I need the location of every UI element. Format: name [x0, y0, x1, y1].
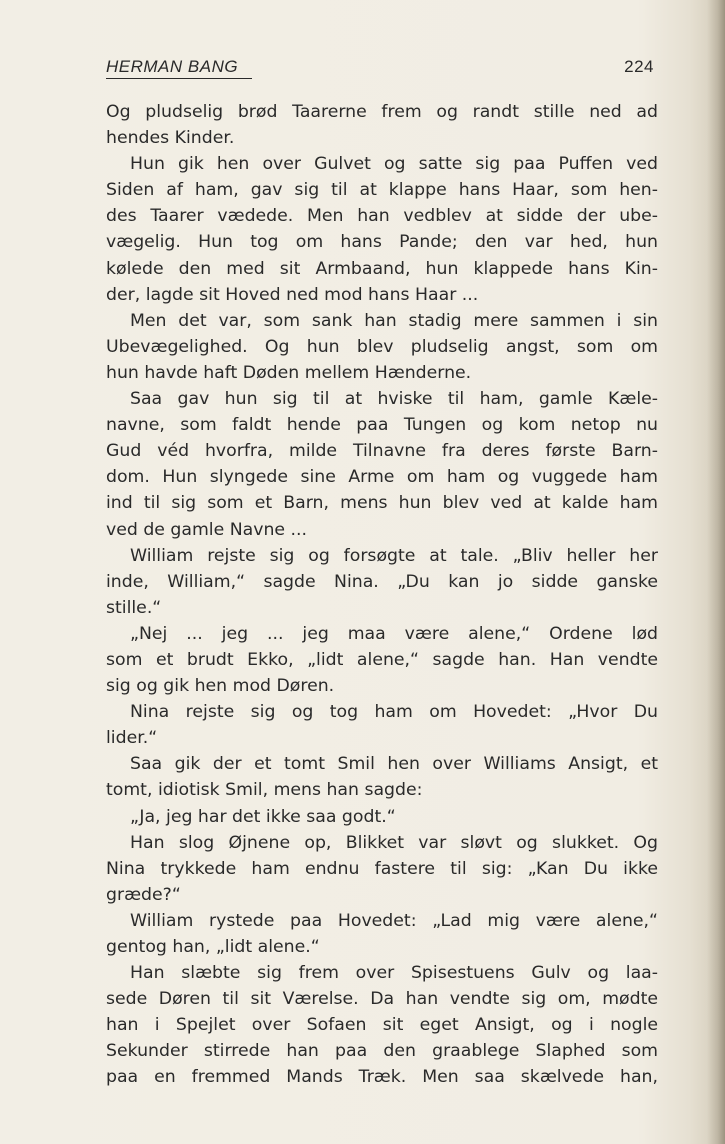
text-line: Sekunder stirrede han paa den graablege Slaphed som	[106, 1041, 658, 1062]
running-header-author: HERMAN BANG	[106, 56, 252, 79]
text-line: Siden af ham, gav sig til at klappe hans Haar, som hen-	[106, 180, 658, 201]
text-line: Han slæbte sig frem over Spisestuens Gulv og laa-	[130, 963, 658, 984]
text-line: Saa gav hun sig til at hviske til ham, gamle Kæle-	[130, 389, 658, 410]
running-header	[106, 56, 654, 82]
text-line: hendes Kinder.	[106, 128, 235, 149]
text-line: Gud véd hvorfra, milde Tilnavne fra deres første Barn-	[106, 441, 658, 462]
text-line: Men det var, som sank han stadig mere sammen i sin	[130, 310, 658, 331]
text-line: der, lagde sit Hoved ned mod hans Haar ...	[106, 284, 479, 305]
page-edge-shadow	[707, 0, 725, 1144]
text-line: Nina trykkede ham endnu fastere til sig: „Kan Du ikke	[106, 858, 658, 879]
text-line: Hun gik hen over Gulvet og satte sig paa Puffen ved	[130, 154, 658, 175]
text-line: han i Spejlet over Sofaen sit eget Ansigt, og i nogle	[106, 1015, 658, 1036]
text-line: vægelig. Hun tog om hans Pande; den var hed, hun	[106, 232, 658, 253]
text-line: Ubevægelighed. Og hun blev pludselig angst, som om	[106, 336, 658, 357]
text-line: som et brudt Ekko, „lidt alene,“ sagde han. Han vendte	[106, 649, 658, 670]
text-line: navne, som faldt hende paa Tungen og kom netop nu	[106, 415, 658, 436]
page-number: 224	[624, 57, 654, 76]
text-line: kølede den med sit Armbaand, hun klappede hans Kin-	[106, 258, 658, 279]
text-line: Og pludselig brød Taarerne frem og randt stille ned ad	[106, 102, 658, 122]
text-line: „Nej ... jeg ... jeg maa være alene,“ Ordene lød	[130, 623, 658, 644]
text-line: lider.“	[106, 728, 158, 749]
text-line: hun havde haft Døden mellem Hænderne.	[106, 362, 472, 383]
text-line: „Ja, jeg har det ikke saa godt.“	[130, 806, 396, 827]
text-line: ind til sig som et Barn, mens hun blev ved at kalde ham	[106, 493, 658, 514]
text-line: William rejste sig og forsøgte at tale. „Bliv heller her	[130, 545, 658, 566]
text-line: des Taarer vædede. Men han vedblev at sidde der ube-	[106, 206, 658, 227]
text-line: Nina rejste sig og tog ham om Hovedet: „Hvor Du	[130, 702, 658, 723]
text-line: William rystede paa Hovedet: „Lad mig være alene,“	[130, 910, 658, 931]
text-line: tomt, idiotisk Smil, mens han sagde:	[106, 780, 423, 801]
text-line: dom. Hun slyngede sine Arme om ham og vuggede ham	[106, 467, 658, 488]
text-line: sede Døren til sit Værelse. Da han vendte sig om, mødte	[106, 989, 658, 1010]
text-line: stille.“	[106, 597, 162, 618]
text-line: paa en fremmed Mands Træk. Men saa skælvede han,	[106, 1067, 658, 1088]
text-line: Han slog Øjnene op, Blikket var sløvt og slukket. Og	[130, 832, 658, 853]
text-line: ved de gamle Navne ...	[106, 519, 308, 540]
body-text	[106, 99, 658, 1091]
text-line: inde, William,“ sagde Nina. „Du kan jo sidde ganske	[106, 571, 658, 592]
text-line: græde?“	[106, 884, 181, 905]
text-line: sig og gik hen mod Døren.	[106, 676, 335, 697]
text-line: gentog han, „lidt alene.“	[106, 937, 320, 957]
text-line: Saa gik der et tomt Smil hen over Williams Ansigt, et	[130, 754, 658, 775]
